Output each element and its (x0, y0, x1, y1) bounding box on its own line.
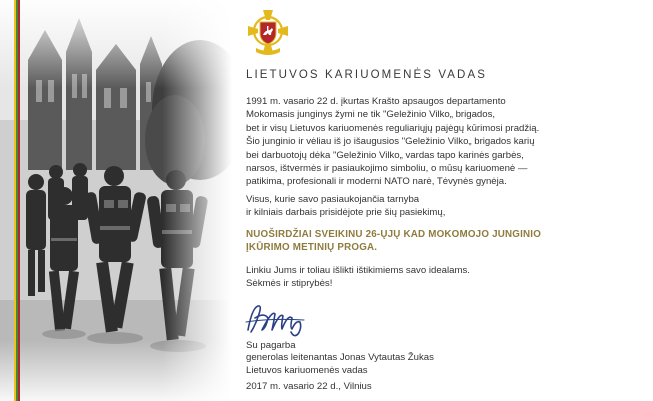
lithuanian-flag-strip (14, 0, 20, 401)
signatory-title: Lietuvos kariuomenės vadas (246, 364, 368, 376)
greeting-letter (246, 0, 646, 401)
intro-line: bei darbuotojų dėka "Geležinio Vilko„ vardas tapo karinės garbės, (246, 149, 524, 161)
intro-line: narsos, ištvermės ir pasiaukojimo simboliu, o mūsų kariuomenė — (246, 163, 528, 175)
closing-block (246, 340, 434, 377)
wish-paragraph (246, 264, 470, 291)
greeting-line: ĮKŪRIMO METINIŲ PROGA. (246, 242, 378, 254)
wish-line: Sėkmės ir stiprybės! (246, 278, 333, 290)
dateline: 2017 m. vasario 22 d., Vilnius (246, 381, 372, 392)
intro-line: 1991 m. vasario 22 d. įkurtas Krašto apsaugos departamento (246, 96, 506, 107)
intro-paragraph (246, 95, 539, 189)
letter-heading: LIETUVOS KARIUOMENĖS VADAS (246, 69, 487, 81)
tribute-line: ir kilniais darbais prisidėjote prie šių pasiekimų, (246, 207, 446, 219)
closing-salutation: Su pagarba (246, 340, 296, 351)
signatory-rank-name: generolas leitenantas Jonas Vytautas Žukas (246, 352, 434, 364)
tribute-line: Visus, kurie savo pasiaukojančia tarnyba (246, 194, 420, 205)
marching-soldiers-photo-panel (0, 0, 232, 401)
greeting-highlight (246, 228, 541, 255)
intro-line: Mokomasis junginys žymi ne tik "Geležinio Vilko„ brigados, (246, 109, 496, 121)
intro-line: Šio junginio ir vėliau iš jo išaugusios "Geležinio Vilko„ brigados karių (246, 136, 535, 148)
intro-line: bet ir visų Lietuvos kariuomenės reguliariųjų pajėgų kūrimosi pradžią. (246, 122, 540, 134)
photo-fade-overlay (0, 0, 232, 401)
intro-line: patikima, profesionali ir moderni NATO narė, Tėvynės gynėja. (246, 176, 507, 188)
tribute-paragraph (246, 193, 445, 220)
signature-icon (242, 300, 308, 338)
greeting-line: NUOŠIRDŽIAI SVEIKINU 26-ŲJŲ KAD MOKOMOJO JUNGINIO (246, 229, 542, 240)
armed-forces-emblem-icon (246, 8, 290, 58)
wish-line: Linkiu Jums ir toliau išlikti ištikimiems savo idealams. (246, 265, 470, 276)
